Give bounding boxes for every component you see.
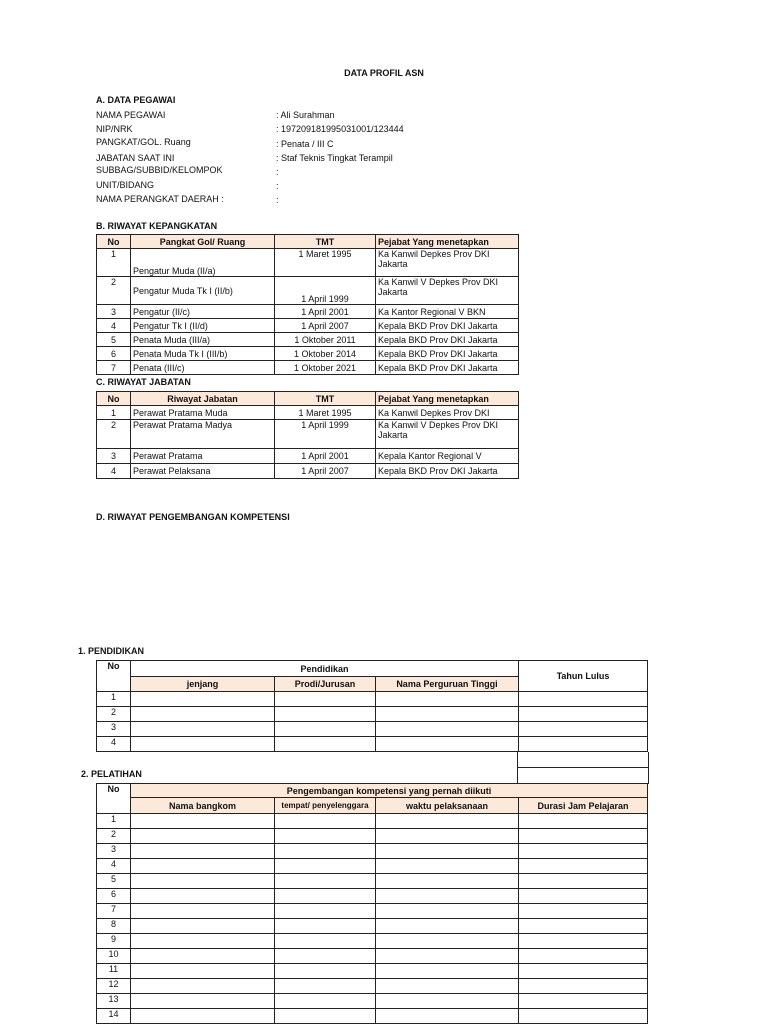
- table-row: [97, 904, 648, 919]
- table-row: [97, 464, 519, 479]
- row-number: 3: [97, 722, 131, 737]
- rank-cell: Pengatur (II/c): [131, 305, 275, 319]
- table-row: [97, 347, 519, 361]
- table-row: [97, 934, 648, 949]
- row-number: 4: [97, 319, 131, 333]
- row-number: 3: [97, 449, 131, 464]
- tmt-cell: 1 April 2001: [275, 449, 376, 464]
- table-header: No: [97, 784, 131, 814]
- row-number: 4: [97, 464, 131, 479]
- rank-cell: Pengatur Muda (II/a): [131, 249, 275, 277]
- field-label-subbag: SUBBAG/SUBBID/KELOMPOK: [96, 165, 223, 175]
- field-label-pangkat: PANGKAT/GOL. Ruang: [96, 137, 191, 147]
- table-row: [97, 277, 519, 305]
- section-c-heading: C. RIWAYAT JABATAN: [96, 377, 191, 387]
- table-header: TMT: [275, 392, 376, 406]
- field-label-nama: NAMA PEGAWAI: [96, 110, 166, 120]
- field-value-perangkat: :: [276, 195, 279, 205]
- official-cell: Kepala BKD Prov DKI Jakarta: [376, 319, 519, 333]
- row-number: 7: [97, 904, 131, 919]
- table-header: jenjang: [131, 677, 275, 692]
- table-row: [97, 333, 519, 347]
- row-number: 11: [97, 964, 131, 979]
- table-header: No: [97, 235, 131, 249]
- field-label-jabatan: JABATAN SAAT INI: [96, 153, 175, 163]
- table-row: [97, 964, 648, 979]
- table-header: tempat/ penyelenggara: [275, 798, 376, 814]
- education-year-extra-cell: [517, 767, 649, 784]
- table-row: [97, 707, 648, 722]
- row-number: 1: [97, 249, 131, 277]
- position-cell: Perawat Pratama: [131, 449, 275, 464]
- rank-history-table: [96, 234, 519, 375]
- table-row: [97, 814, 648, 829]
- table-row: [97, 361, 519, 375]
- official-cell: Kepala BKD Prov DKI Jakarta: [376, 333, 519, 347]
- row-number: 3: [97, 305, 131, 319]
- field-value-jabatan: : Staf Teknis Tingkat Terampil: [276, 153, 393, 163]
- table-header: No: [97, 392, 131, 406]
- position-cell: Perawat Pratama Muda: [131, 406, 275, 420]
- table-row: [97, 319, 519, 333]
- tmt-cell: 1 April 1999: [275, 277, 376, 305]
- row-number: 1: [97, 692, 131, 707]
- section-a-heading: A. DATA PEGAWAI: [96, 95, 176, 105]
- table-row: [97, 919, 648, 934]
- table-header: Tahun Lulus: [519, 661, 648, 692]
- rank-cell: Penata (III/c): [131, 361, 275, 375]
- row-number: 4: [97, 737, 131, 752]
- official-cell: Ka Kanwil Depkes Prov DKI Jakarta: [376, 249, 519, 277]
- table-header: No: [97, 661, 131, 692]
- training-table: [96, 783, 648, 1024]
- table-row: [97, 844, 648, 859]
- rank-cell: Pengatur Tk I (II/d): [131, 319, 275, 333]
- education-year-extra-cell: [517, 752, 649, 767]
- table-row: [97, 305, 519, 319]
- row-number: 7: [97, 361, 131, 375]
- field-value-nama: : Ali Surahman: [276, 110, 335, 120]
- table-row: [97, 737, 648, 752]
- field-label-nip: NIP/NRK: [96, 124, 133, 134]
- row-number: 6: [97, 889, 131, 904]
- tmt-cell: 1 Oktober 2021: [275, 361, 376, 375]
- table-header: Pendidikan: [131, 661, 519, 677]
- table-row: [97, 979, 648, 994]
- table-header: Pangkat Gol/ Ruang: [131, 235, 275, 249]
- section-d-heading: D. RIWAYAT PENGEMBANGAN KOMPETENSI: [96, 512, 290, 522]
- rank-cell: Penata Muda Tk I (III/b): [131, 347, 275, 361]
- row-number: 5: [97, 333, 131, 347]
- row-number: 1: [97, 814, 131, 829]
- row-number: 6: [97, 347, 131, 361]
- table-row: [97, 859, 648, 874]
- table-header: Pejabat Yang menetapkan: [376, 392, 519, 406]
- tmt-cell: 1 April 2007: [275, 319, 376, 333]
- rank-cell: Penata Muda (III/a): [131, 333, 275, 347]
- section-b-heading: B. RIWAYAT KEPANGKATAN: [96, 221, 218, 231]
- position-cell: Perawat Pratama Madya: [131, 420, 275, 449]
- row-number: 12: [97, 979, 131, 994]
- row-number: 2: [97, 829, 131, 844]
- official-cell: Kepala BKD Prov DKI Jakarta: [376, 347, 519, 361]
- field-value-nip: : 197209181995031001/123444: [276, 124, 404, 134]
- official-cell: Kepala BKD Prov DKI Jakarta: [376, 361, 519, 375]
- document-title: DATA PROFIL ASN: [344, 68, 424, 78]
- table-header: Pengembangan kompetensi yang pernah diikuti: [131, 784, 648, 798]
- table-row: [97, 889, 648, 904]
- row-number: 8: [97, 919, 131, 934]
- table-row: [97, 692, 648, 707]
- row-number: 5: [97, 874, 131, 889]
- position-cell: Perawat Pelaksana: [131, 464, 275, 479]
- table-row: [97, 406, 519, 420]
- official-cell: Ka Kanwil V Depkes Prov DKI Jakarta: [376, 420, 519, 449]
- position-history-table: [96, 391, 519, 479]
- tmt-cell: 1 Maret 1995: [275, 406, 376, 420]
- tmt-cell: 1 April 1999: [275, 420, 376, 449]
- table-row: [97, 994, 648, 1009]
- table-row: [97, 949, 648, 964]
- table-header: Riwayat Jabatan: [131, 392, 275, 406]
- table-header: Pejabat Yang menetapkan: [376, 235, 519, 249]
- field-label-perangkat: NAMA PERANGKAT DAERAH :: [96, 194, 224, 204]
- field-value-subbag: :: [276, 167, 279, 177]
- table-row: [97, 722, 648, 737]
- row-number: 9: [97, 934, 131, 949]
- table-row: [97, 874, 648, 889]
- table-row: [97, 420, 519, 449]
- official-cell: Ka Kantor Regional V BKN: [376, 305, 519, 319]
- row-number: 13: [97, 994, 131, 1009]
- field-label-unit: UNIT/BIDANG: [96, 180, 155, 190]
- field-value-unit: :: [276, 181, 279, 191]
- rank-cell: Pengatur Muda Tk I (II/b): [131, 277, 275, 305]
- tmt-cell: 1 Oktober 2014: [275, 347, 376, 361]
- table-row: [97, 1009, 648, 1024]
- tmt-cell: 1 April 2001: [275, 305, 376, 319]
- tmt-cell: 1 April 2007: [275, 464, 376, 479]
- table-header: waktu pelaksanaan: [376, 798, 519, 814]
- table-header: Nama Perguruan Tinggi: [376, 677, 519, 692]
- table-header: Nama bangkom: [131, 798, 275, 814]
- row-number: 1: [97, 406, 131, 420]
- official-cell: Kepala BKD Prov DKI Jakarta: [376, 464, 519, 479]
- table-row: [97, 449, 519, 464]
- row-number: 14: [97, 1009, 131, 1024]
- official-cell: Kepala Kantor Regional V: [376, 449, 519, 464]
- table-row: [97, 249, 519, 277]
- table-row: [97, 829, 648, 844]
- row-number: 10: [97, 949, 131, 964]
- table-header: TMT: [275, 235, 376, 249]
- row-number: 2: [97, 420, 131, 449]
- table-header: Durasi Jam Pelajaran: [519, 798, 648, 814]
- education-table: [96, 660, 648, 752]
- training-heading: 2. PELATIHAN: [81, 769, 142, 779]
- official-cell: Ka Kanwil Depkes Prov DKI: [376, 406, 519, 420]
- row-number: 4: [97, 859, 131, 874]
- table-header: Prodi/Jurusan: [275, 677, 376, 692]
- official-cell: Ka Kanwil V Depkes Prov DKI Jakarta: [376, 277, 519, 305]
- tmt-cell: 1 Maret 1995: [275, 249, 376, 277]
- row-number: 2: [97, 277, 131, 305]
- tmt-cell: 1 Oktober 2011: [275, 333, 376, 347]
- row-number: 3: [97, 844, 131, 859]
- row-number: 2: [97, 707, 131, 722]
- education-heading: 1. PENDIDIKAN: [78, 646, 145, 656]
- field-value-pangkat: : Penata / III C: [276, 139, 334, 149]
